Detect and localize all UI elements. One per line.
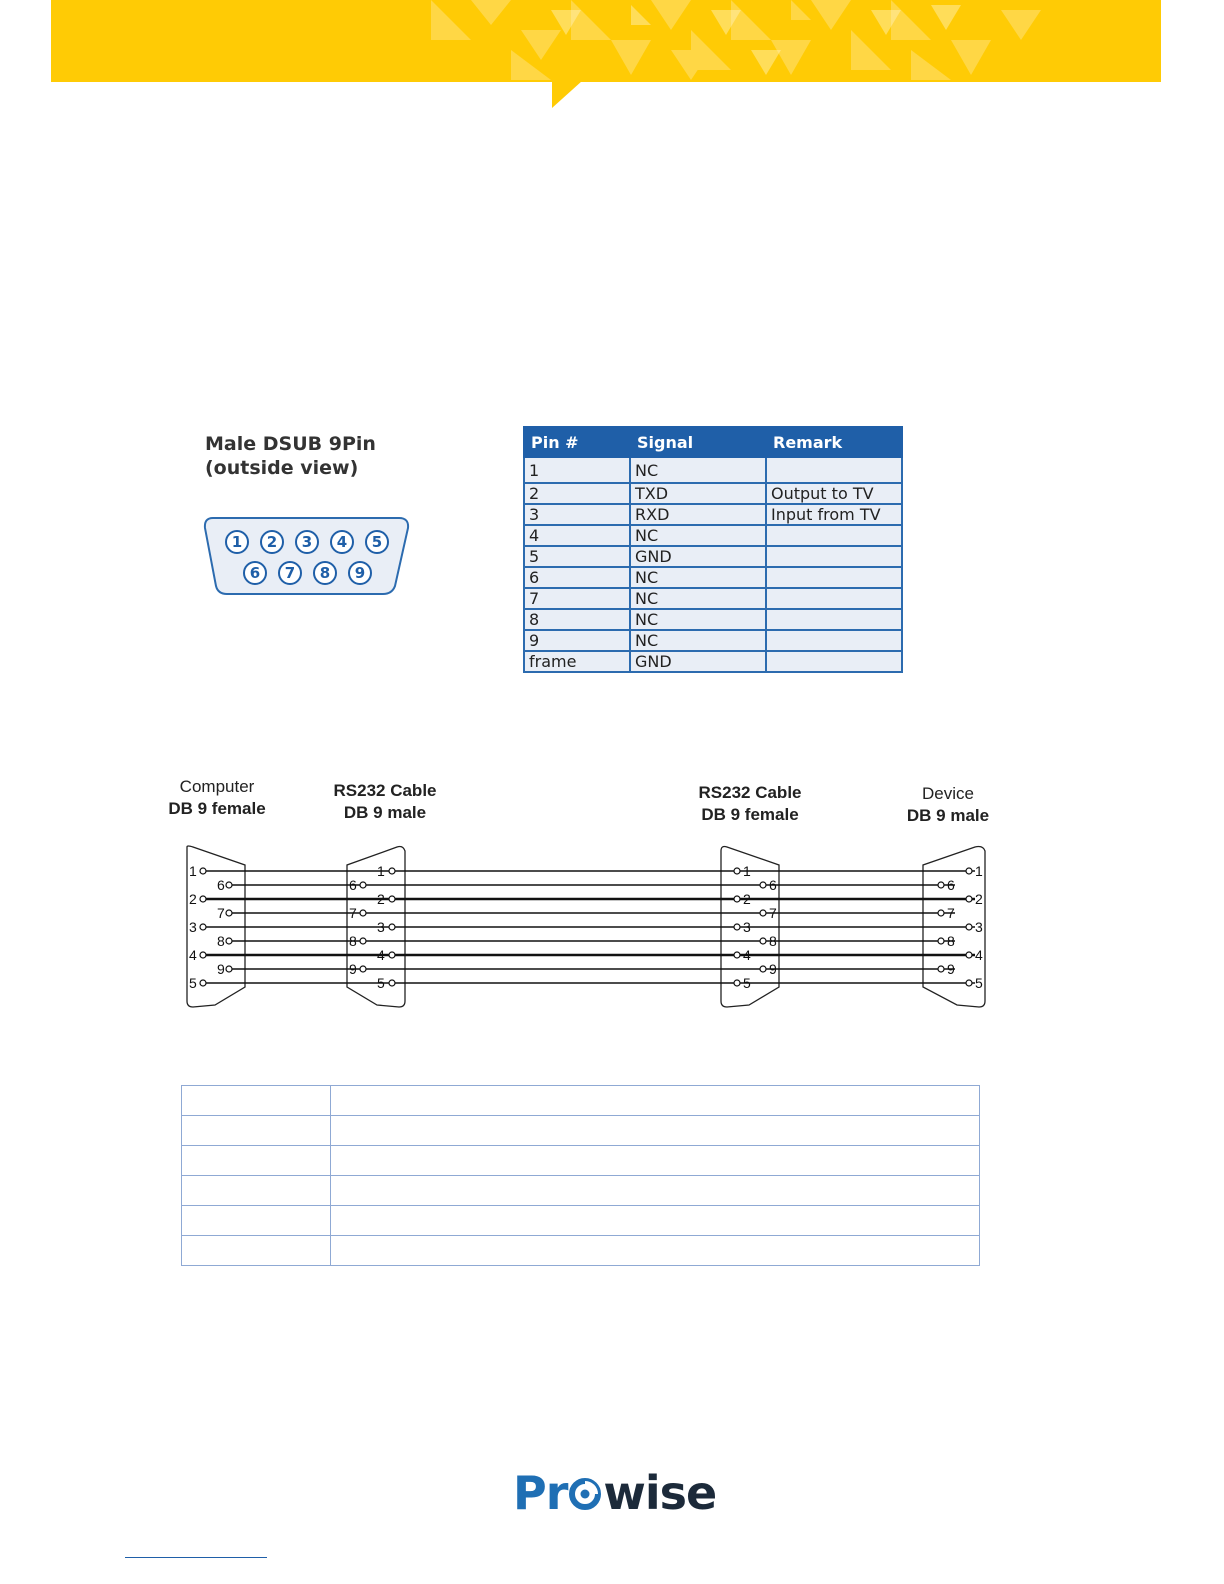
cell-remark [766,525,902,546]
empty-command-table [181,1085,980,1266]
svg-text:2: 2 [377,891,385,907]
svg-text:8: 8 [769,933,777,949]
pin-circle [244,562,266,584]
svg-text:7: 7 [284,564,296,582]
cell-signal: GND [630,651,766,672]
wiring-diagram [165,775,1005,1015]
svg-text:6: 6 [217,877,225,893]
pin-circle [296,531,318,553]
svg-text:3: 3 [975,919,983,935]
cell-remark: Output to TV [766,483,902,504]
svg-text:5: 5 [975,975,983,991]
cell-signal: NC [630,525,766,546]
svg-text:2: 2 [189,891,197,907]
cell-pin: 9 [524,630,630,651]
header-pin: Pin # [524,427,630,457]
svg-text:4: 4 [975,947,983,963]
table-row [182,1236,980,1266]
header-remark: Remark [766,427,902,457]
table-cell [182,1116,331,1146]
cell-pin: 2 [524,483,630,504]
device-type: DB 9 male [906,806,990,825]
table-row [524,525,902,546]
cable-right-type: DB 9 female [701,805,799,824]
svg-text:8: 8 [319,564,331,582]
pin-circle [366,531,388,553]
pin-circle [279,562,301,584]
table-cell [182,1086,331,1116]
table-row [524,457,902,483]
table-row [182,1116,980,1146]
svg-text:5: 5 [377,975,385,991]
svg-text:3: 3 [301,533,313,551]
svg-text:3: 3 [377,919,385,935]
computer-type: DB 9 female [168,799,266,818]
cable-right-label: RS232 Cable [698,783,802,802]
svg-text:3: 3 [743,919,751,935]
svg-text:9: 9 [947,961,955,977]
table-cell [331,1146,980,1176]
table-row [524,546,902,567]
cell-remark [766,588,902,609]
cell-signal: NC [630,609,766,630]
header-banner [51,0,1161,82]
svg-text:8: 8 [349,933,357,949]
svg-text:9: 9 [349,961,357,977]
table-row [524,483,902,504]
cell-signal: RXD [630,504,766,525]
cell-pin: 3 [524,504,630,525]
banner-notch [552,81,582,108]
table-row [182,1146,980,1176]
banner-pattern [51,0,1161,82]
svg-text:7: 7 [947,905,955,921]
connector-shell [205,518,408,594]
svg-text:7: 7 [217,905,225,921]
cell-pin: 7 [524,588,630,609]
cell-pin: 8 [524,609,630,630]
svg-text:1: 1 [377,863,385,879]
cell-remark [766,546,902,567]
table-row [524,651,902,672]
table-cell [182,1236,331,1266]
logo-text-pr: Pr [513,1466,568,1520]
svg-text:5: 5 [371,533,383,551]
cell-signal: NC [630,588,766,609]
table-row [524,567,902,588]
connector-title-line2: (outside view) [205,457,359,479]
svg-text:8: 8 [217,933,225,949]
device-label: Device [922,784,974,803]
cell-pin: 1 [524,457,630,483]
svg-text:6: 6 [349,877,357,893]
connector-title-line1: Male DSUB 9Pin [205,433,376,455]
svg-text:5: 5 [189,975,197,991]
cell-remark [766,609,902,630]
svg-text:1: 1 [189,863,197,879]
table-row [524,588,902,609]
cell-signal: NC [630,567,766,588]
table-cell [331,1086,980,1116]
svg-text:1: 1 [975,863,983,879]
table-cell [182,1146,331,1176]
svg-text:2: 2 [266,533,278,551]
svg-text:7: 7 [769,905,777,921]
dsub-connector [203,516,415,600]
table-cell [182,1176,331,1206]
table-row [182,1176,980,1206]
pin-circle [314,562,336,584]
table-header-row [524,427,902,457]
cell-signal: NC [630,457,766,483]
svg-text:2: 2 [975,891,983,907]
pin-assignment-table [523,426,903,673]
table-row [182,1086,980,1116]
cell-pin: 6 [524,567,630,588]
cell-signal: NC [630,630,766,651]
computer-label: Computer [179,777,255,796]
cell-signal: TXD [630,483,766,504]
cell-remark: Input from TV [766,504,902,525]
pin-circle [349,562,371,584]
svg-text:6: 6 [947,877,955,893]
svg-text:4: 4 [189,947,197,963]
svg-text:6: 6 [249,564,261,582]
table-cell [182,1206,331,1236]
prowise-logo [513,1466,716,1520]
cable-left-type: DB 9 male [343,803,427,822]
cell-remark [766,651,902,672]
cable-left-label: RS232 Cable [333,781,437,800]
svg-text:8: 8 [947,933,955,949]
svg-text:9: 9 [354,564,366,582]
svg-text:5: 5 [743,975,751,991]
wires [205,871,975,983]
table-cell [331,1206,980,1236]
pin-circle [261,531,283,553]
svg-text:4: 4 [377,947,385,963]
cell-pin: 4 [524,525,630,546]
logo-eye-icon [568,1476,602,1510]
table-cell [331,1176,980,1206]
table-cell [331,1236,980,1266]
svg-text:9: 9 [769,961,777,977]
connector-title [205,432,376,480]
cell-remark [766,567,902,588]
logo-text-wise: wise [603,1466,717,1520]
svg-text:7: 7 [349,905,357,921]
cell-pin: frame [524,651,630,672]
cell-signal: GND [630,546,766,567]
svg-text:9: 9 [217,961,225,977]
footer-link-underline [125,1557,267,1558]
cell-remark [766,630,902,651]
table-cell [331,1116,980,1146]
cell-remark [766,457,902,483]
table-row [524,609,902,630]
svg-text:1: 1 [231,533,243,551]
svg-text:6: 6 [769,877,777,893]
table-row [182,1206,980,1236]
svg-text:1: 1 [743,863,751,879]
svg-text:2: 2 [743,891,751,907]
table-row [524,504,902,525]
svg-text:3: 3 [189,919,197,935]
svg-text:4: 4 [336,533,348,551]
pin-circle [331,531,353,553]
header-signal: Signal [630,427,766,457]
pin-circle [226,531,248,553]
svg-text:4: 4 [743,947,751,963]
cell-pin: 5 [524,546,630,567]
table-row [524,630,902,651]
